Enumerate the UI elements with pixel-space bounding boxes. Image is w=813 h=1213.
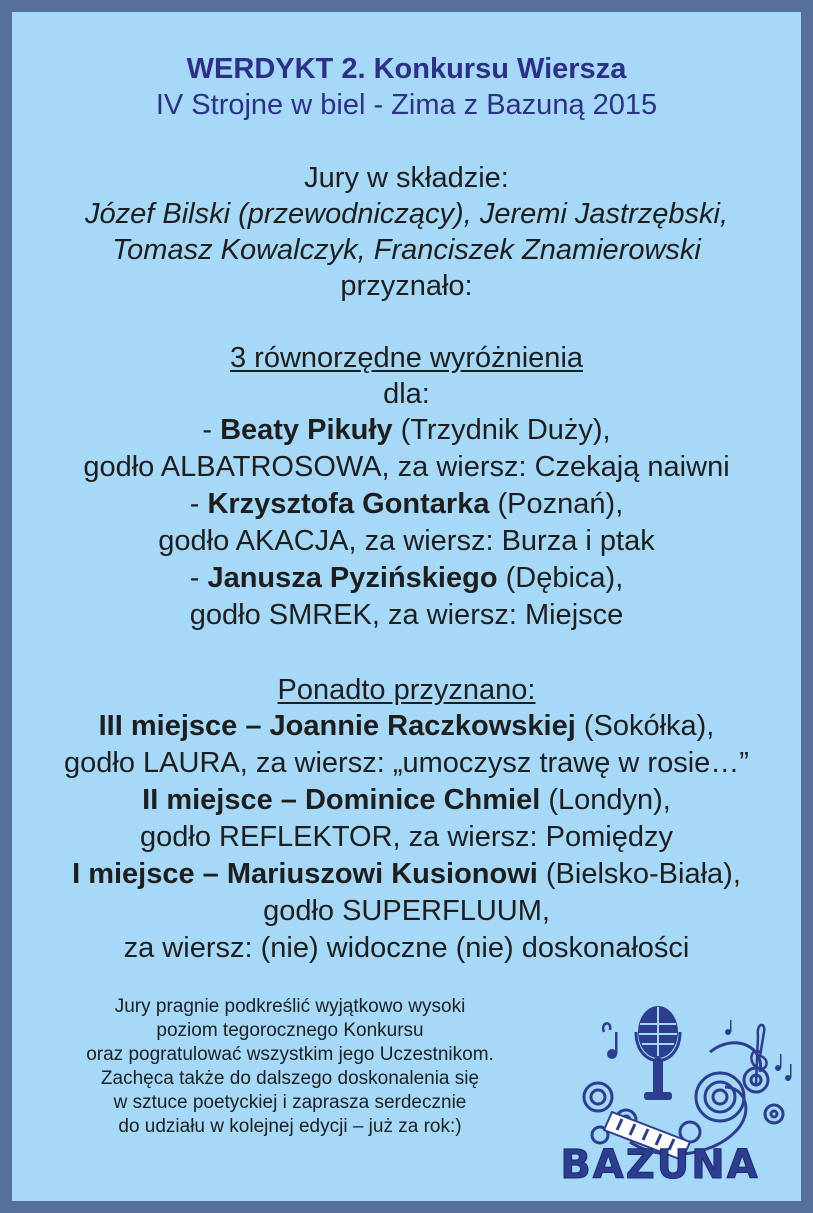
distinction-prefix: -	[189, 488, 208, 520]
distinction-3-name-row	[12, 560, 801, 597]
distinction-prefix: -	[202, 414, 221, 446]
place-3-name-row	[12, 708, 801, 745]
place-location: (Bielsko-Biała),	[537, 858, 741, 890]
closing-note-line: Jury pragnie podkreślić wyjątkowo wysoki	[114, 996, 466, 1017]
page-title: WERDYKT 2. Konkursu Wiersza	[186, 53, 627, 85]
place-1-name-row	[12, 856, 801, 893]
jury-heading: Jury w składzie:	[304, 162, 509, 194]
distinction-place: (Trzydnik Duży),	[392, 414, 611, 446]
places-heading-text: Ponadto przyznano:	[277, 674, 536, 706]
closing-note-line: poziom tegorocznego Konkursu	[156, 1020, 424, 1041]
closing-note-line: Zachęca także do dalszego doskonalenia się	[100, 1068, 480, 1089]
distinction-1-name-row	[12, 412, 801, 449]
closing-note-line: w sztuce poetyckiej i zaprasza serdecznie	[113, 1092, 467, 1113]
verdict-card	[12, 12, 801, 1201]
place-location: (Sokółka),	[575, 710, 715, 742]
place-name: II miejsce – Dominice Chmiel	[142, 784, 541, 816]
distinction-name: Janusza Pyzińskiego	[207, 562, 498, 594]
page-subtitle: IV Strojne w biel - Zima z Bazuną 2015	[155, 89, 658, 121]
closing-note-line: do udziału w kolejnej edycji – już za rok:)	[118, 1116, 462, 1137]
distinction-2-name-row	[12, 486, 801, 523]
distinction-prefix: -	[189, 562, 208, 594]
bazuna-logo-text: BAZUNA	[560, 1142, 760, 1188]
closing-note-line: oraz pogratulować wszystkim jego Uczestnikom.	[86, 1044, 494, 1065]
distinction-3-detail: godło SMREK, za wiersz: Miejsce	[189, 599, 624, 631]
distinction-1-detail: godło ALBATROSOWA, za wiersz: Czekają naiwni	[83, 451, 730, 483]
distinctions-list	[12, 412, 801, 634]
places-list	[12, 708, 801, 967]
distinction-name: Krzysztofa Gontarka	[207, 488, 490, 520]
place-1-detail: godło SUPERFLUUM,	[263, 895, 550, 927]
place-name: I miejsce – Mariuszowi Kusionowi	[72, 858, 538, 890]
place-1-detail-2: za wiersz: (nie) widoczne (nie) doskonałości	[123, 932, 690, 964]
distinction-place: (Dębica),	[497, 562, 624, 594]
jury-members-line-1: Józef Bilski (przewodniczący), Jeremi Jastrzębski,	[84, 198, 728, 230]
place-location: (Londyn),	[540, 784, 671, 816]
jury-awarded: przyznało:	[340, 270, 473, 302]
distinctions-heading-text: 3 równorzędne wyróżnienia	[229, 342, 584, 374]
distinction-place: (Poznań),	[489, 488, 624, 520]
jury-members	[12, 196, 801, 268]
distinction-name: Beaty Pikuły	[220, 414, 393, 446]
place-name: III miejsce – Joannie Raczkowskiej	[98, 710, 576, 742]
jury-members-line-2: Tomasz Kowalczyk, Franciszek Znamierowski	[112, 234, 701, 266]
place-2-detail: godło REFLEKTOR, za wiersz: Pomiędzy	[140, 821, 673, 853]
bazuna-logo	[560, 992, 801, 1192]
distinction-2-detail: godło AKACJA, za wiersz: Burza i ptak	[158, 525, 655, 557]
distinctions-heading	[12, 340, 801, 376]
closing-note	[40, 995, 540, 1139]
places-heading	[12, 672, 801, 708]
place-2-name-row	[12, 782, 801, 819]
distinctions-for: dla:	[383, 378, 430, 410]
place-3-detail: godło LAURA, za wiersz: „umoczysz trawę w rosie…”	[64, 747, 749, 779]
